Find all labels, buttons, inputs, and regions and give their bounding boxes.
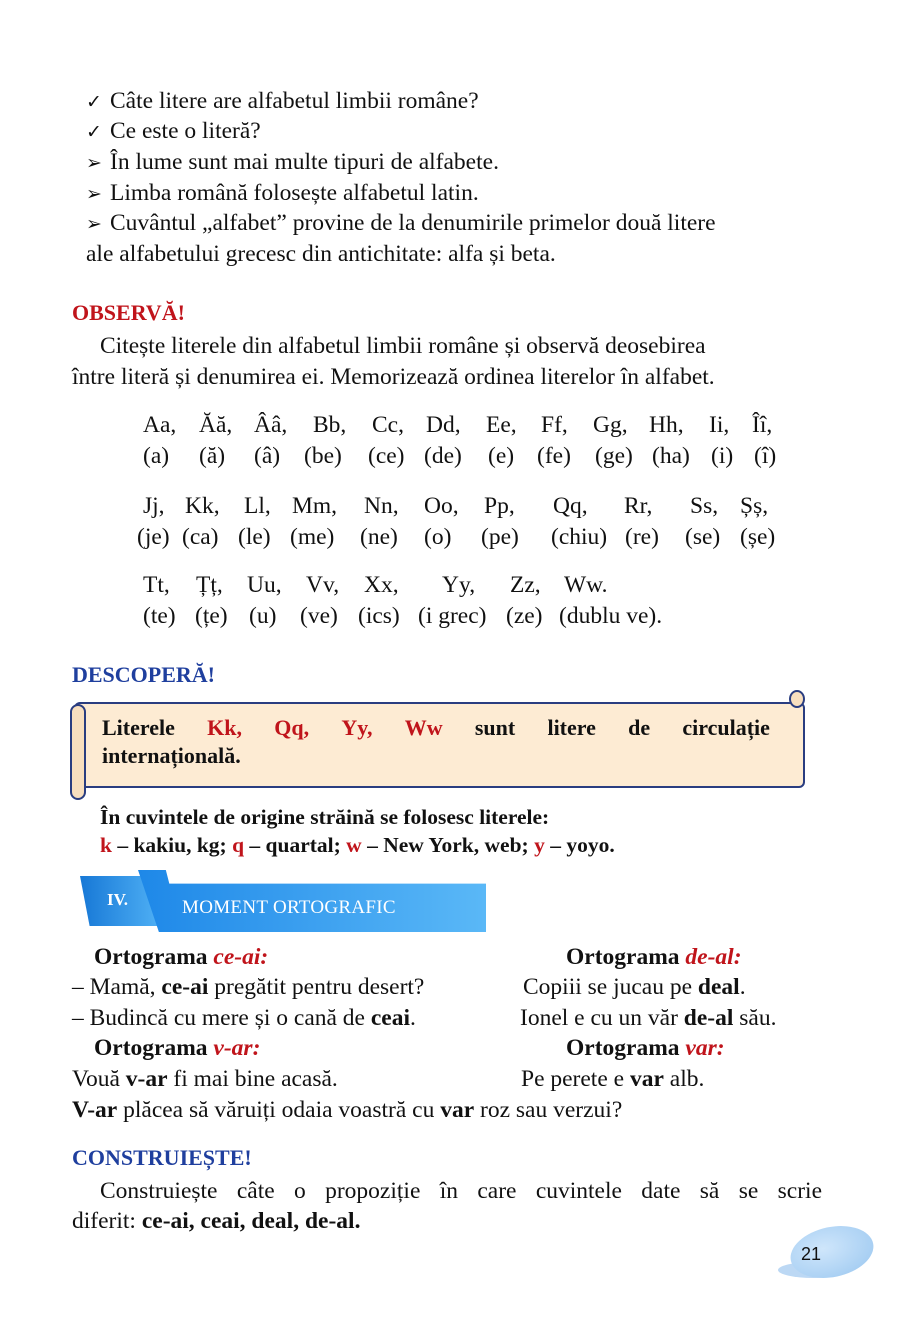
var2-example-1: Pe perete e var alb. — [521, 1066, 705, 1092]
ortograma-var-title: Ortograma v-ar: — [94, 1035, 261, 1061]
alphabet-letter: Ee, — [486, 412, 517, 438]
question-2: ✓ Ce este o literă? — [86, 116, 261, 147]
alphabet-letter: Șș, — [740, 493, 769, 519]
alphabet-letter-name: (i grec) — [418, 603, 487, 629]
alphabet-letter-name: (ics) — [358, 603, 400, 629]
var-combined-example: V-ar plăcea să văruiți odaia voastră cu var roz sau verzui? — [72, 1097, 623, 1123]
alphabet-letter: Ii, — [709, 412, 730, 438]
alphabet-letter: Ss, — [690, 493, 719, 519]
alphabet-letter-name: (ze) — [506, 603, 543, 629]
ortograma-var2-title: Ortograma var: — [566, 1035, 725, 1061]
scroll-curl-right — [789, 690, 805, 708]
scroll-line-1: Literele Kk, Qq, Yy, Ww sunt litere de circulație — [102, 715, 770, 740]
construieste-line-1: Construiește câte o propoziție în care cuvintele date să se scrie — [100, 1178, 822, 1204]
alphabet-letter: Uu, — [247, 572, 282, 598]
alphabet-letter: Mm, — [292, 493, 338, 519]
alphabet-letter: Nn, — [364, 493, 399, 519]
alphabet-letter: Yy, — [442, 572, 476, 598]
observa-heading: OBSERVĂ! — [72, 300, 185, 325]
scroll-line-2: internațională. — [102, 743, 241, 768]
alphabet-letter-name: (be) — [304, 443, 342, 469]
var-example-1: Vouă v-ar fi mai bine acasă. — [72, 1066, 338, 1092]
ceai-example-1: – Mamă, ce-ai pregătit pentru desert? — [72, 974, 425, 1000]
check-icon: ✓ — [86, 121, 102, 143]
alphabet-letter: Tt, — [143, 572, 170, 598]
section-number: IV. — [107, 890, 128, 909]
alphabet-letter: Pp, — [484, 493, 515, 519]
alphabet-letter: Ll, — [244, 493, 271, 519]
fact-3-continued: ale alfabetului grecesc din antichitate: alfa și beta. — [86, 241, 556, 267]
observa-line-1: Citește literele din alfabetul limbii române și observă deosebirea — [100, 333, 706, 359]
construieste-heading: CONSTRUIEȘTE! — [72, 1145, 252, 1170]
fact-2: ➢ Limba română folosește alfabetul latin. — [86, 178, 479, 209]
alphabet-letter: Ăă, — [199, 412, 233, 438]
question-1: ✓ Câte litere are alfabetul limbii române? — [86, 86, 479, 117]
alphabet-letter-name: (te) — [143, 603, 176, 629]
alphabet-letter: Hh, — [649, 412, 684, 438]
fact-1: ➢ În lume sunt mai multe tipuri de alfabete. — [86, 147, 499, 178]
alphabet-letter: Ff, — [541, 412, 568, 438]
alphabet-letter: Qq, — [553, 493, 588, 519]
ceai-example-2: – Budincă cu mere și o cană de ceai. — [72, 1005, 416, 1031]
alphabet-letter: Rr, — [624, 493, 653, 519]
scroll-curl-left — [70, 704, 86, 800]
alphabet-letter: Cc, — [372, 412, 404, 438]
alphabet-letter-name: (ă) — [199, 443, 226, 469]
alphabet-letter: Dd, — [426, 412, 461, 438]
alphabet-letter-name: (i) — [711, 443, 734, 469]
alphabet-letter-name: (fe) — [537, 443, 571, 469]
alphabet-letter-name: (ce) — [368, 443, 405, 469]
alphabet-letter-name: (î) — [754, 443, 777, 469]
alphabet-letter: Aa, — [143, 412, 177, 438]
alphabet-letter: Ww. — [564, 572, 608, 598]
alphabet-letter-name: (je) — [137, 524, 170, 550]
deal-example-2: Ionel e cu un văr de-al său. — [520, 1005, 777, 1031]
alphabet-letter-name: (le) — [238, 524, 271, 550]
deal-example-1: Copiii se jucau pe deal. — [523, 974, 746, 1000]
alphabet-letter-name: (o) — [424, 524, 452, 550]
alphabet-letter-name: (dublu ve). — [559, 603, 663, 629]
alphabet-letter-name: (se) — [685, 524, 721, 550]
fact-3: ➢ Cuvântul „alfabet” provine de la denumirile primelor două litere — [86, 208, 716, 239]
alphabet-letter: Îî, — [752, 412, 773, 438]
alphabet-letter-name: (u) — [249, 603, 277, 629]
alphabet-letter-name: (ca) — [182, 524, 219, 550]
alphabet-letter: Jj, — [143, 493, 165, 519]
foreign-letters-examples: k – kakiu, kg; q – quartal; w – New York, web; y – yoyo. — [100, 833, 615, 857]
ortograma-deal-title: Ortograma de-al: — [566, 944, 742, 970]
alphabet-letter-name: (me) — [290, 524, 335, 550]
descopera-heading: DESCOPERĂ! — [72, 662, 216, 687]
alphabet-letter-name: (a) — [143, 443, 170, 469]
arrow-icon: ➢ — [86, 183, 102, 205]
page-number: 21 — [801, 1244, 822, 1264]
alphabet-letter: Ââ, — [254, 412, 288, 438]
check-icon: ✓ — [86, 91, 102, 113]
alphabet-letter: Gg, — [593, 412, 628, 438]
alphabet-letter-name: (e) — [488, 443, 515, 469]
arrow-icon: ➢ — [86, 213, 102, 235]
alphabet-letter-name: (ge) — [595, 443, 633, 469]
alphabet-letter: Vv, — [306, 572, 340, 598]
construieste-line-2: diferit: ce-ai, ceai, deal, de-al. — [72, 1208, 361, 1234]
alphabet-letter: Xx, — [364, 572, 399, 598]
alphabet-letter-name: (șe) — [740, 524, 776, 550]
alphabet-letter: Zz, — [510, 572, 541, 598]
alphabet-letter-name: (re) — [625, 524, 659, 550]
alphabet-letter-name: (chiu) — [551, 524, 608, 550]
observa-line-2: între literă și denumirea ei. Memorizează ordinea literelor în alfabet. — [72, 364, 715, 390]
alphabet-letter-name: (de) — [424, 443, 462, 469]
alphabet-letter: Bb, — [313, 412, 347, 438]
alphabet-letter-name: (ha) — [652, 443, 690, 469]
alphabet-letter-name: (țe) — [195, 603, 228, 629]
alphabet-letter: Țț, — [196, 572, 223, 598]
alphabet-letter-name: (ve) — [300, 603, 338, 629]
alphabet-letter-name: (ne) — [360, 524, 398, 550]
section-title: MOMENT ORTOGRAFIC — [182, 897, 396, 918]
alphabet-letter: Oo, — [424, 493, 459, 519]
alphabet-letter-name: (â) — [254, 443, 281, 469]
alphabet-letter: Kk, — [185, 493, 220, 519]
ortograma-ceai-title: Ortograma ce-ai: — [94, 944, 269, 970]
alphabet-letter-name: (pe) — [481, 524, 519, 550]
foreign-letters-intro: În cuvintele de origine străină se folosesc literele: — [100, 805, 550, 829]
arrow-icon: ➢ — [86, 152, 102, 174]
